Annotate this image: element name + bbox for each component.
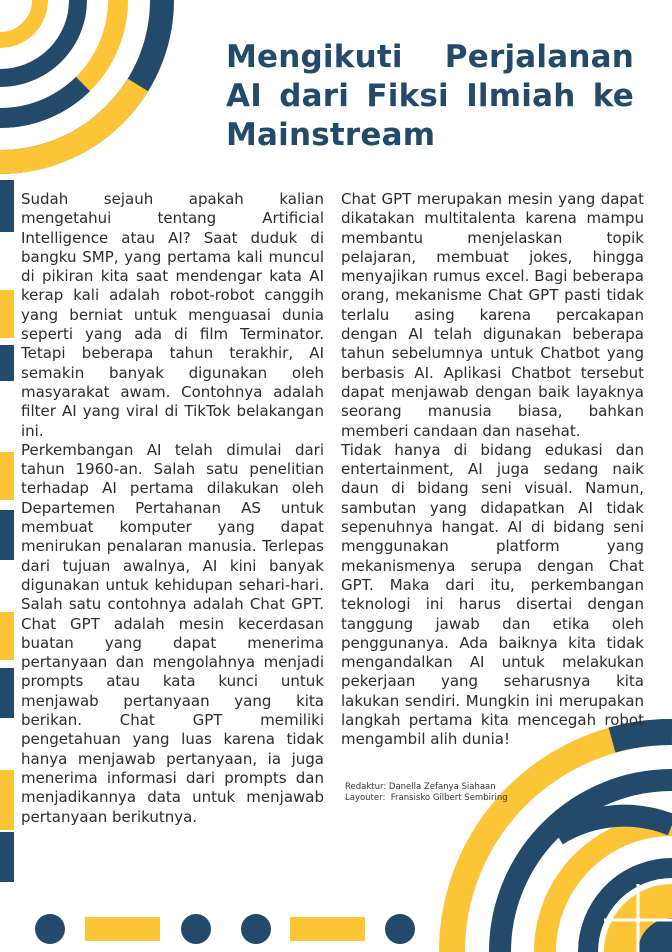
article-column-right	[341, 190, 644, 750]
paragraph: Chat GPT merupakan mesin yang dapat dikatakan multitalenta karena mampu membantu menjelaskan topik pelajaran, membuat jokes, hingga menyajikan rumus excel. Bagi beberapa orang, mekanisme Chat GPT pasti tidak terlalu asing karena percakapan dengan AI telah digunakan beberapa tahun sebelumnya untuk Chatbot yang berbasis AI. Aplikasi Chatbot tersebut dapat menjawab dengan baik layaknya seorang manusia biasa, bahkan memberi candaan dan nasehat.	[341, 190, 644, 440]
bottom-decor-row	[35, 914, 415, 944]
bar	[290, 917, 365, 941]
left-margin-stripe	[0, 180, 14, 882]
paragraph: Tidak hanya di bidang edukasi dan entertainment, AI juga sedang naik daun di bidang seni visual. Namun, sambutan yang didapatkan AI tidak sepenuhnya hangat. AI di bidang seni menggunakan platform yang mekanismenya serupa dengan Chat GPT. Maka dari itu, perkembangan teknologi ini harus disertai dengan tanggung jawab dan etika oleh penggunanya. Ada baiknya kita tidak mengandalkan AI untuk melakukan pekerjaan yang seharusnya kita lakukan sendiri. Mungkin ini merupakan langkah pertama kita mencegah robot mengambil alih dunia!	[341, 440, 644, 749]
article-column-left	[21, 190, 324, 827]
credit-redaktur: Redaktur: Danella Zefanya Siahaan	[345, 782, 496, 792]
bottom-right-arcs	[452, 732, 672, 952]
dot	[35, 914, 65, 944]
dot	[385, 914, 415, 944]
paragraph: Sudah sejauh apakah kalian mengetahui tentang Artificial Intelligence atau AI? Saat duduk di bangku SMP, yang pertama kali muncul di pikiran kita saat mendengar kata AI kerap kali adalah robot-robot canggih yang berniat untuk menguasai dunia seperti yang ada di film Terminator. Tetapi beberapa tahun terakhir, AI semakin banyak digunakan oleh masyarakat awam. Contohnya adalah filter AI yang viral di TikTok belakangan ini.	[21, 190, 324, 440]
article-title: Mengikuti Perjalanan AI dari Fiksi Ilmiah ke Mainstream	[226, 39, 634, 153]
paragraph: Perkembangan AI telah dimulai dari tahun 1960-an. Salah satu penelitian terhadap AI pertama dilakukan oleh Departemen Pertahanan AS untuk membuat komputer yang dapat menirukan penalaran manusia. Terlepas dari tujuan awalnya, AI kini banyak digunakan untuk kehidupan sehari-hari. Salah satu contohnya adalah Chat GPT. Chat GPT adalah mesin kecerdasan buatan yang dapat menerima pertanyaan dan mengolahnya menjadi prompts atau kata kunci untuk menjawab pertanyaan yang kita berikan. Chat GPT memiliki pengetahuan yang luas karena tidak hanya menjawab pertanyaan, ia juga menerima informasi dari prompts dan menjadikannya data untuk menjawab pertanyaan berikutnya.	[21, 440, 324, 826]
dot	[181, 914, 211, 944]
top-left-arcs	[0, 0, 162, 162]
arc-core-yellow	[0, 0, 40, 40]
arc-middle-navy	[0, 84, 83, 118]
credits	[345, 782, 508, 804]
credit-layouter: Layouter: Fransisko Gilbert Sembiring	[345, 793, 508, 803]
bar	[85, 917, 160, 941]
dot	[241, 914, 271, 944]
